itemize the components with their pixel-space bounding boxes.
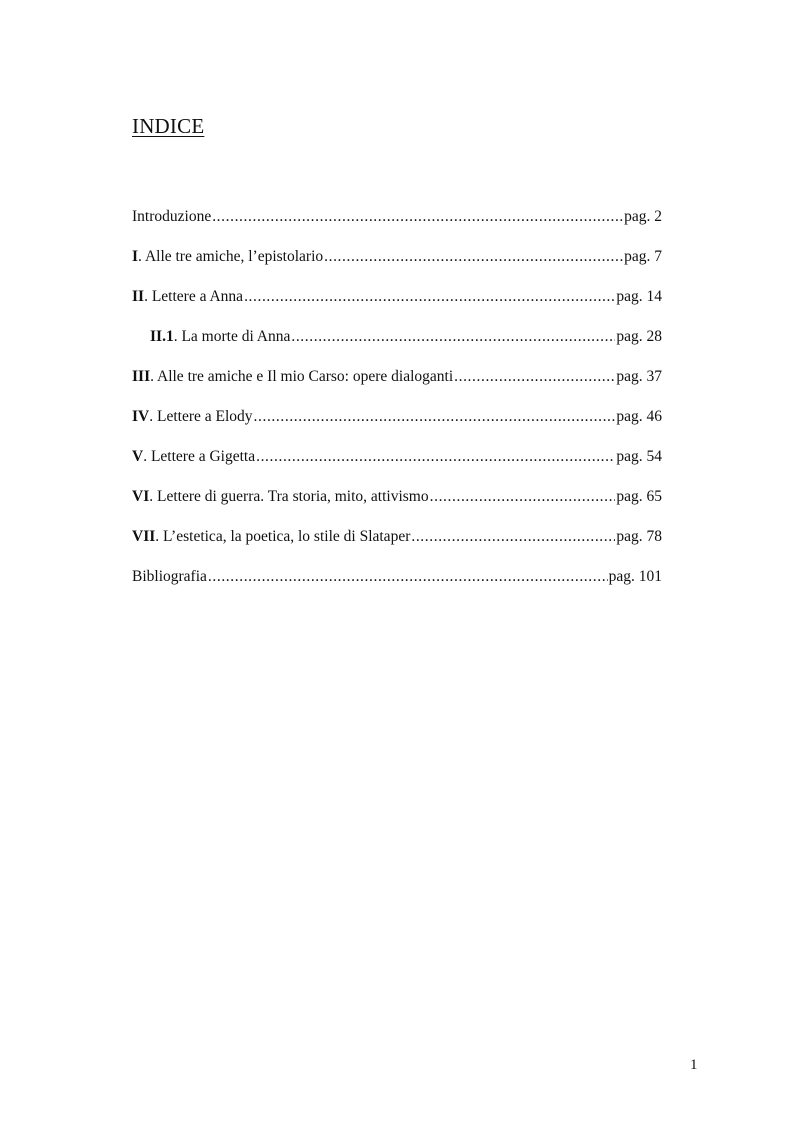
toc-entry-label	[132, 286, 243, 308]
toc-entry-text: . Alle tre amiche e Il mio Carso: opere dialoganti	[150, 368, 454, 385]
toc-entry-label	[132, 366, 453, 388]
toc-dot-leader	[244, 286, 615, 308]
toc-entry-text: . L’estetica, la poetica, lo stile di Slataper	[155, 528, 411, 545]
toc-entry-chapter-3	[132, 366, 662, 406]
table-of-contents	[132, 206, 662, 606]
toc-entry-label	[132, 566, 207, 588]
toc-entry-chapter-6	[132, 486, 662, 526]
toc-entry-number: VI	[132, 488, 150, 505]
toc-entry-chapter-2	[132, 286, 662, 326]
toc-entry-text: . Lettere a Gigetta	[143, 448, 256, 465]
toc-dot-leader	[254, 406, 616, 428]
toc-entry-page: pag. 101	[608, 568, 662, 585]
toc-entry-text: . Lettere di guerra. Tra storia, mito, attivismo	[149, 488, 429, 505]
toc-entry-number: I	[132, 248, 139, 265]
toc-entry-label	[132, 446, 255, 468]
toc-entry-number: VII	[132, 528, 156, 545]
toc-entry-number: II	[132, 288, 145, 305]
toc-entry-page: pag. 65	[616, 488, 662, 505]
toc-entry-page: pag. 2	[624, 208, 662, 225]
toc-entry-page: pag. 54	[616, 448, 662, 465]
toc-entry-chapter-4	[132, 406, 662, 446]
toc-entry-page: pag. 78	[616, 528, 662, 545]
toc-entry-number: V	[132, 448, 144, 465]
toc-entry-chapter-7	[132, 526, 662, 566]
toc-entry-chapter-5	[132, 446, 662, 486]
toc-entry-text: Introduzione	[132, 208, 212, 225]
toc-entry-number: II.1	[150, 328, 174, 345]
toc-dot-leader	[291, 326, 615, 348]
toc-entry-label	[132, 406, 253, 428]
toc-dot-leader	[208, 566, 608, 588]
toc-entry-text: . Lettere a Elody	[149, 408, 253, 425]
toc-entry-number: IV	[132, 408, 150, 425]
toc-entry-label	[132, 206, 211, 228]
toc-entry-page: pag. 14	[616, 288, 662, 305]
toc-entry-section-2-1	[132, 326, 662, 366]
toc-entry-page: pag. 37	[616, 368, 662, 385]
page-number: 1	[690, 1057, 698, 1073]
toc-dot-leader	[430, 486, 616, 508]
toc-entry-label	[132, 526, 410, 548]
toc-entry-text: . La morte di Anna	[173, 328, 291, 345]
toc-entry-page: pag. 7	[624, 248, 662, 265]
toc-entry-introduzione	[132, 206, 662, 246]
toc-dot-leader	[454, 366, 615, 388]
toc-entry-bibliografia	[132, 566, 662, 606]
toc-dot-leader	[324, 246, 623, 268]
toc-entry-text: . Lettere a Anna	[144, 288, 244, 305]
toc-entry-label	[132, 246, 323, 268]
toc-dot-leader	[212, 206, 623, 228]
page-title: INDICE	[132, 114, 205, 138]
toc-entry-label	[132, 486, 429, 508]
toc-entry-page: pag. 46	[616, 408, 662, 425]
toc-entry-label	[150, 326, 290, 348]
toc-entry-number: III	[132, 368, 151, 385]
toc-dot-leader	[256, 446, 615, 468]
toc-entry-text: Bibliografia	[132, 568, 207, 585]
toc-entry-chapter-1	[132, 246, 662, 286]
toc-entry-text: . Alle tre amiche, l’epistolario	[138, 248, 324, 265]
toc-entry-page: pag. 28	[616, 328, 662, 345]
toc-dot-leader	[411, 526, 615, 548]
